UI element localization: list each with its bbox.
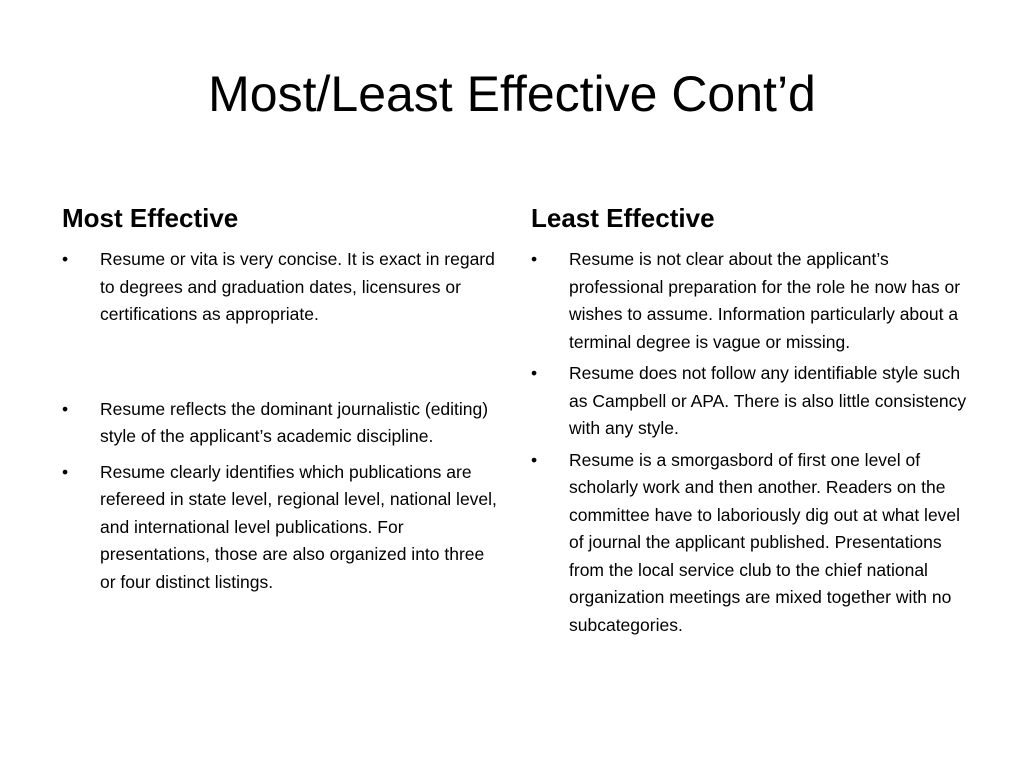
list-item-text: Resume reflects the dominant journalistic (editing) style of the applicant’s academic discipline. — [100, 398, 489, 446]
most-effective-column — [62, 200, 502, 604]
bullet-icon: • — [531, 363, 538, 383]
least-effective-list — [531, 246, 971, 639]
list-item-text: Resume is a smorgasbord of first one level of scholarly work and then another. Readers on the committee have to laboriously dig out at what level of journal the applicant published. Presentations from the local service club to the chief national organization meetings are mixed together with no subcategories. — [569, 449, 961, 635]
bullet-icon: • — [62, 249, 69, 269]
bullet-icon: • — [62, 398, 69, 419]
bullet-icon: • — [531, 249, 538, 269]
slide-title: Most/Least Effective Cont’d — [208, 66, 816, 122]
most-effective-heading: Most Effective — [62, 203, 239, 233]
list-item — [531, 447, 971, 640]
list-item-text: Resume clearly identifies which publications are refereed in state level, regional level, national level, and international level publications. For presentations, those are also organized into three or four distinct listings. — [100, 461, 497, 592]
list-item — [62, 459, 502, 597]
list-item — [62, 396, 502, 451]
bullet-icon: • — [531, 449, 538, 470]
least-effective-heading: Least Effective — [531, 203, 715, 233]
bullet-icon: • — [62, 461, 69, 482]
least-effective-column — [531, 200, 971, 643]
most-effective-list — [62, 246, 502, 596]
list-item — [531, 360, 971, 443]
list-item — [531, 246, 971, 356]
list-item-text: Resume is not clear about the applicant’s professional preparation for the role he now has or wishes to assume. Information particularly about a terminal degree is vague or missing. — [569, 249, 961, 352]
list-item-text: Resume does not follow any identifiable style such as Campbell or APA. There is also little consistency with any style. — [569, 363, 967, 438]
list-item — [62, 246, 502, 329]
list-item-text: Resume or vita is very concise. It is exact in regard to degrees and graduation dates, licensures or certifications as appropriate. — [100, 249, 495, 324]
